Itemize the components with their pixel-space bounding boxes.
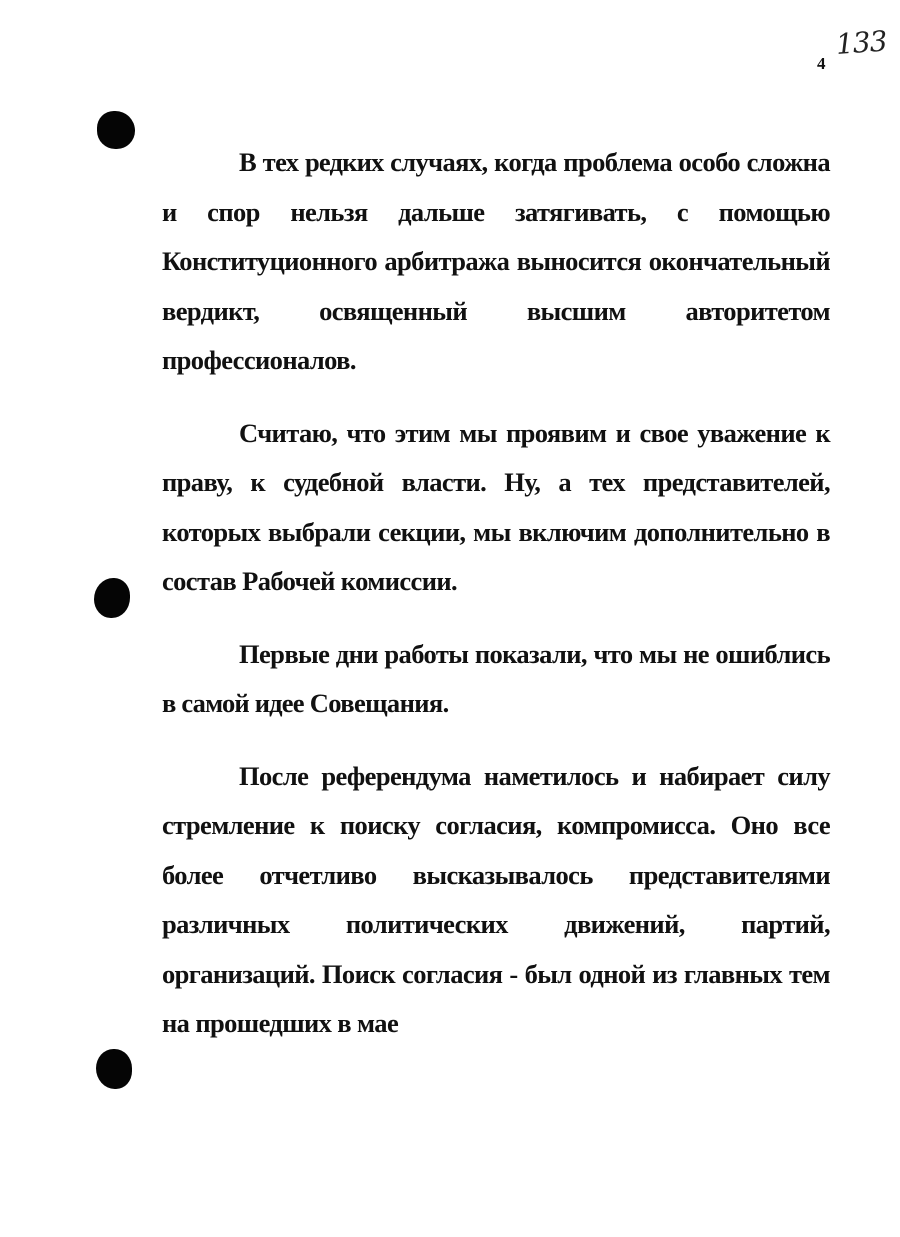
- paragraph-3-emphasis: в самой идее: [162, 688, 304, 718]
- paragraph-4: После референдума наметилось и набирает силу стремление к поиску согласия, компромисса. Оно все более отчетливо высказывалось представителями различных политических движений, партий, организаций. Поиск согласия - был одной из главных тем на прошедших в мае: [162, 760, 830, 1038]
- document-body: [162, 138, 830, 1072]
- paragraph-3: [162, 630, 830, 729]
- paragraph-1-emphasis: редких: [304, 147, 384, 177]
- paragraph-1: [162, 138, 830, 386]
- handwritten-page-number: 133: [834, 24, 888, 61]
- paragraph-3-text-a: Первые дни работы показали, что мы не ошиблись: [239, 638, 830, 669]
- page-number: 4: [817, 54, 826, 73]
- paragraph-3-text-b: Совещания.: [303, 688, 449, 718]
- punch-hole-top: [97, 111, 135, 149]
- punch-hole-bottom: [96, 1049, 132, 1089]
- paragraph-1-text-a: В тех: [239, 147, 305, 177]
- paragraph-1-text-b: случаях, когда проблема особо сложна и спор нельзя дальше затягивать, с помощью Конституционного арбитража выносится окончательный вердикт, освященный высшим авторитетом профессионалов.: [162, 147, 831, 375]
- paragraph-2: Считаю, что этим мы проявим и свое уважение к праву, к судебной власти. Ну, а тех представителей, которых выбрали секции, мы включим дополнительно в состав Рабочей комиссии.: [162, 417, 830, 596]
- punch-hole-middle: [94, 578, 130, 618]
